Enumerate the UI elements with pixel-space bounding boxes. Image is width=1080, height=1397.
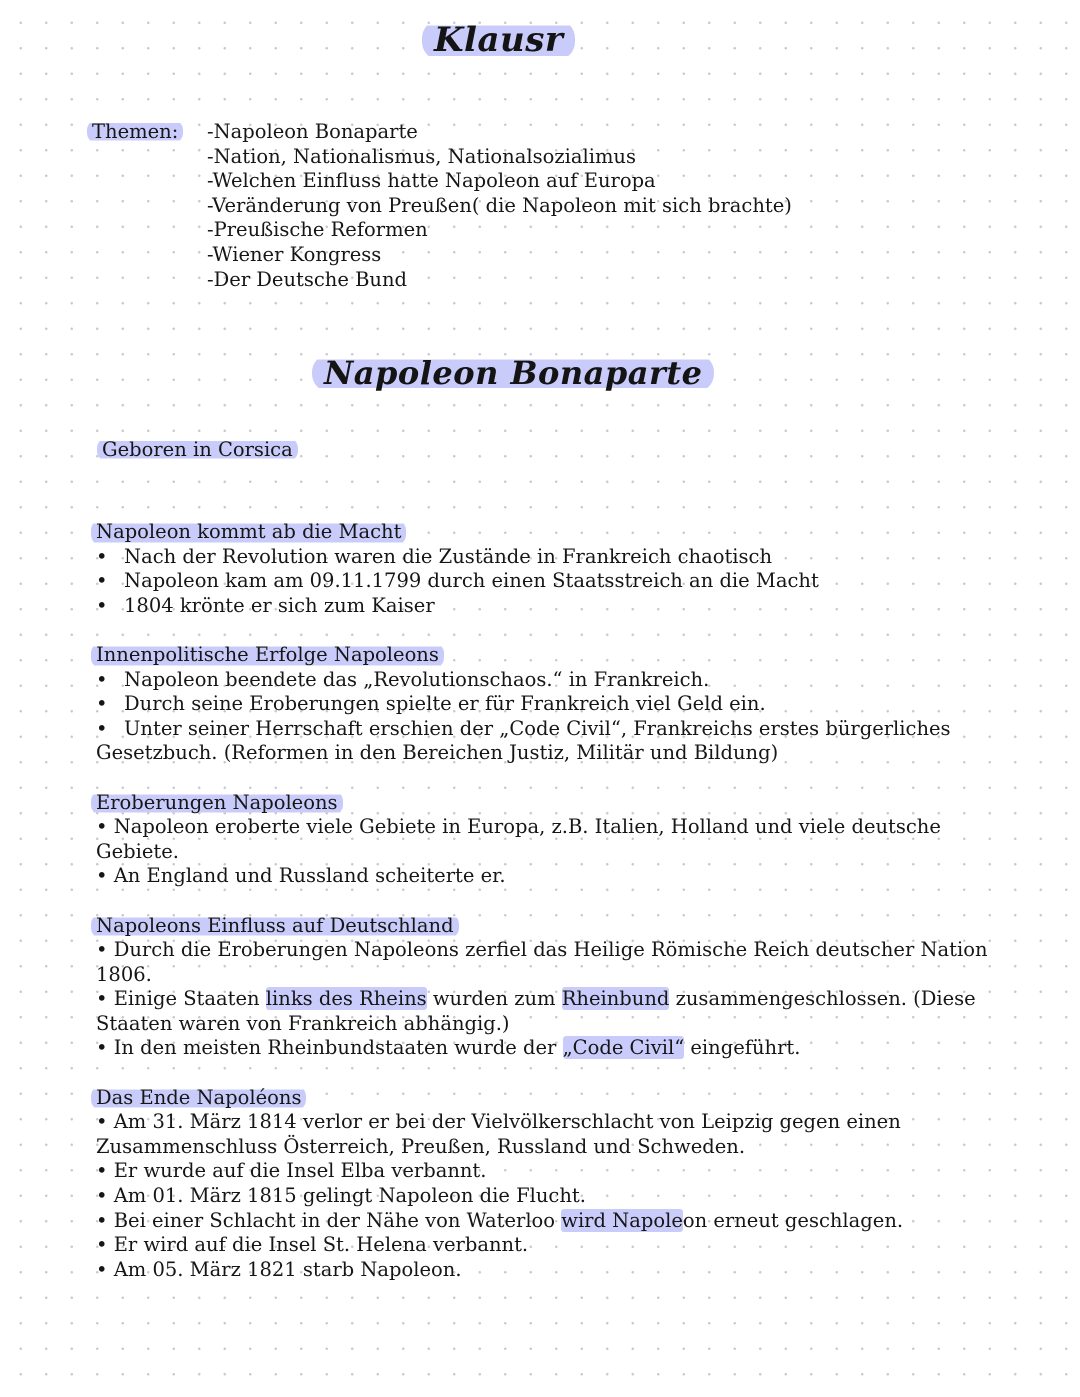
list-item: • Er wird auf die Insel St. Helena verbannt. [96, 1233, 529, 1257]
section-machtergreifung [96, 520, 1016, 618]
section-heading: Das Ende Napoléons [91, 1086, 306, 1111]
topic-item: -Veränderung von Preußen( die Napoleon mit sich brachte) [207, 193, 792, 217]
topic-item: -Nation, Nationalismus, Nationalsozialimus [207, 144, 636, 168]
list-item: • Unter seiner Herrschaft erschien der „Code Civil“, Frankreichs erstes bürgerliches [96, 716, 951, 740]
list-item: • Am 05. März 1821 starb Napoleon. [96, 1257, 462, 1281]
section-ende [96, 1086, 1016, 1283]
highlight: wird Napole [561, 1208, 683, 1232]
topic-item: -Napoleon Bonaparte [207, 120, 418, 143]
list-item: • Napoleon eroberte viele Gebiete in Europa, z.B. Italien, Holland und viele deutsche Gebiete. [96, 815, 941, 863]
page-title-text: Klausr [422, 20, 575, 60]
topics-label-text: Themen: [87, 120, 183, 143]
list-item: • Napoleon kam am 09.11.1799 durch einen Staatsstreich an die Macht [96, 569, 819, 593]
bullet-icon: • [96, 544, 108, 568]
section-innenpolitik [96, 643, 1016, 766]
bullet-icon: • [96, 716, 108, 740]
highlight: Rheinbund [561, 987, 670, 1011]
list-item: • Er wurde auf die Insel Elba verbannt. [96, 1159, 487, 1183]
highlight: „Code Civil“ [562, 1036, 685, 1060]
list-item: • 1804 krönte er sich zum Kaiser [96, 593, 435, 617]
bullet-icon: • [96, 569, 108, 593]
section-heading: Napoleons Einfluss auf Deutschland [91, 914, 459, 939]
topic-item: -Der Deutsche Bund [207, 267, 408, 291]
list-item: • Durch die Eroberungen Napoleons zerfiel das Heilige Römische Reich deutscher Nation 1806. [96, 938, 988, 986]
list-item: • Bei einer Schlacht in der Nähe von Waterloo wird Napoleon erneut geschlagen. [96, 1208, 904, 1232]
notes-content [96, 520, 1016, 1307]
highlight: links des Rheins [265, 987, 427, 1011]
topics-label [92, 120, 178, 143]
topic-item: -Wiener Kongress [207, 242, 382, 266]
list-item: • In den meisten Rheinbundstaaten wurde der „Code Civil“ eingeführt. [96, 1036, 801, 1060]
section-eroberungen [96, 791, 1016, 889]
bullet-icon: • [96, 692, 108, 716]
list-item: • Napoleon beendete das „Revolutionschaos.“ in Frankreich. [96, 667, 710, 691]
list-item: • Durch seine Eroberungen spielte er für Frankreich viel Geld ein. [96, 692, 766, 716]
section-title-text: Napoleon Bonaparte [312, 354, 714, 392]
topics-list [207, 120, 792, 292]
section-heading: Napoleon kommt ab die Macht [91, 520, 406, 545]
section-heading: Eroberungen Napoleons [91, 791, 343, 816]
section-einfluss [96, 914, 1016, 1062]
list-item: • Am 01. März 1815 gelingt Napoleon die Flucht. [96, 1184, 586, 1208]
list-item: • An England und Russland scheiterte er. [96, 864, 506, 888]
list-item: • Einige Staaten links des Rheins wurden zum Rheinbund zusammengeschlossen. (Diese Staaten waren von Frankreich abhängig.) [96, 987, 976, 1035]
section-title [312, 354, 714, 392]
topic-item: -Preußische Reformen [207, 218, 428, 242]
bullet-icon: • [96, 593, 108, 617]
born-note-text: Geboren in Corsica [97, 438, 298, 461]
list-item: • Am 31. März 1814 verlor er bei der Vielvölkerschlacht von Leipzig gegen einen Zusammenschluss Österreich, Preußen, Russland und Schweden. [96, 1110, 901, 1158]
list-item: • Nach der Revolution waren die Zustände in Frankreich chaotisch [96, 544, 773, 568]
born-note [102, 438, 293, 461]
bullet-icon: • [96, 667, 108, 691]
section-heading: Innenpolitische Erfolge Napoleons [91, 643, 444, 668]
list-item-continuation: Gesetzbuch. (Reformen in den Bereichen Justiz, Militär und Bildung) [96, 741, 779, 765]
topic-item: -Welchen Einfluss hatte Napoleon auf Europa [207, 169, 656, 193]
page-title [422, 20, 575, 60]
